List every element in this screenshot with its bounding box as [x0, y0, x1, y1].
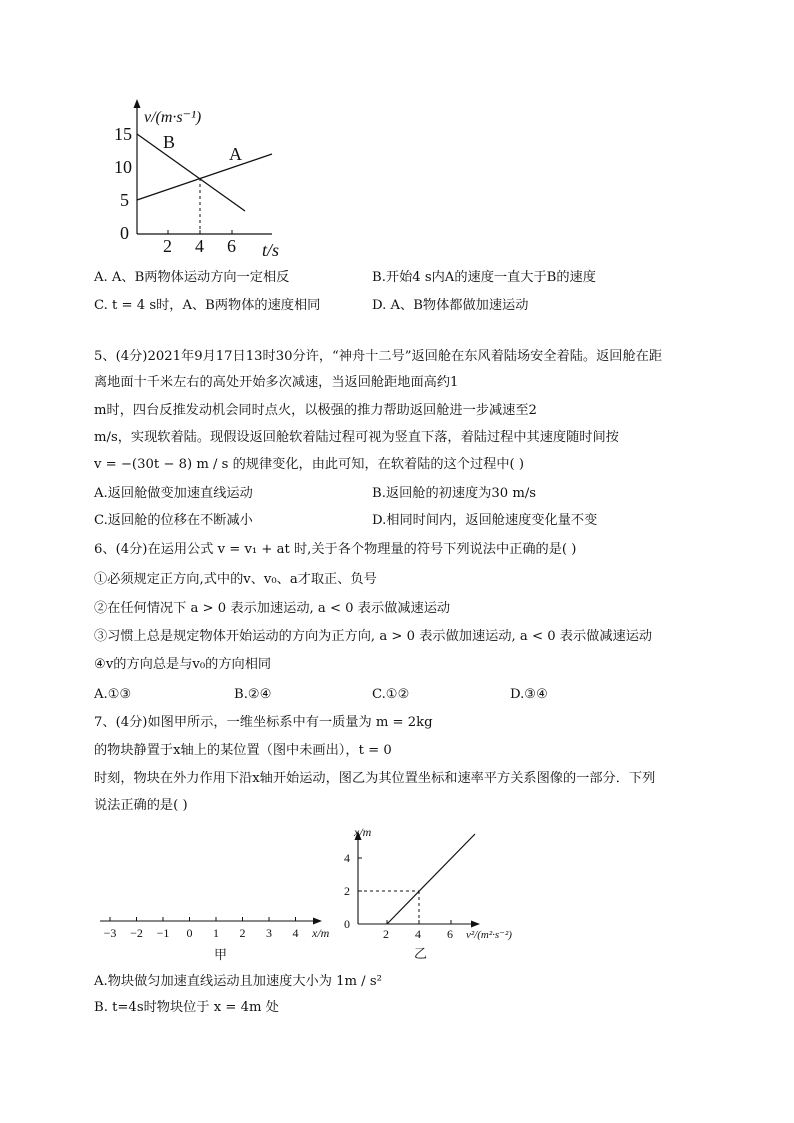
q7-line-4: 说法正确的是( ) — [94, 798, 188, 813]
q7-line-1: 7、(4分)如图甲所示，一维坐标系中有一质量为 m = 2kg — [94, 715, 433, 730]
q5-option-c: C.返回舱的位移在不断减小 — [94, 513, 253, 528]
jia-tick-label: 3 — [266, 926, 272, 940]
jia-tick-label: −1 — [156, 926, 170, 940]
q4-option-c: C. t = 4 s时，A、B两物体的速度相同 — [94, 298, 321, 313]
q6-option-b: B.②④ — [234, 687, 272, 702]
q5-option-a: A.返回舱做变加速直线运动 — [94, 486, 253, 501]
jia-tick-label: 0 — [186, 926, 193, 940]
q7-line-3: 时刻，物块在外力作用下沿x轴开始运动，图乙为其位置坐标和速率平方关系图像的一部分．下列 — [94, 771, 656, 786]
q7-option-b: B. t=4s时物块位于 x = 4m 处 — [94, 1000, 279, 1015]
q5-line-2: 离地面十千米左右的高处开始多次减速，当返回舱距地面高约1 — [94, 375, 459, 390]
jia-tick-label: −2 — [130, 926, 143, 940]
jia-tick-label: 4 — [292, 926, 299, 940]
q4-ytick-15: 15 — [114, 124, 132, 144]
q4-option-d: D. A、B物体都做加速运动 — [372, 298, 529, 313]
q5-line-5: v = −(30t − 8) m / s 的规律变化，由此可知，在软着陆的这个过程中( ) — [94, 457, 525, 472]
jia-tick-label: −3 — [103, 926, 117, 940]
q4-vt-graph — [112, 96, 312, 264]
q6-statement-2: ②在任何情况下 a > 0 表示加速运动, a < 0 表示做减速运动 — [94, 601, 451, 616]
yi-xtick-2: 2 — [383, 927, 389, 941]
q4-line-A — [137, 154, 272, 200]
yi-xtick-4: 4 — [415, 927, 421, 941]
q4-ytick-0: 0 — [120, 223, 129, 243]
jia-xlabel: x/m — [312, 926, 330, 940]
jia-caption: 甲 — [214, 947, 228, 962]
yi-xlabel: v²/(m²·s⁻²) — [466, 929, 512, 941]
q4-ylabel: v/(m·s⁻¹) — [144, 109, 202, 126]
q7-line-2: 的物块静置于x轴上的某位置（图中未画出），t = 0 — [94, 743, 392, 758]
yi-xtick-6: 6 — [447, 927, 453, 941]
q4-option-a: A. A、B两物体运动方向一定相反 — [94, 270, 290, 285]
jia-tick-label: 1 — [213, 926, 219, 940]
yi-ylabel: x/m — [354, 825, 372, 839]
q6-option-a: A.①③ — [94, 687, 132, 702]
q6-statement-3: ③习惯上总是规定物体开始运动的方向为正方向, a > 0 表示做加速运动, a < 0 表示做减速运动 — [94, 629, 653, 644]
q4-xtick-4: 4 — [195, 236, 204, 256]
q4-option-b: B.开始4 s内A的速度一直大于B的速度 — [372, 270, 596, 285]
yi-caption: 乙 — [414, 946, 428, 961]
q4-ytick-5: 5 — [120, 190, 129, 210]
q5-option-b: B.返回舱的初速度为30 m/s — [372, 486, 537, 501]
q4-label-A: A — [229, 144, 242, 164]
q5-option-d: D.相同时间内，返回舱速度变化量不变 — [372, 513, 598, 528]
jia-tick-label: 2 — [239, 926, 246, 940]
q5-line-3: m时，四台反推发动机会同时点火，以极强的推力帮助返回舱进一步减速至2 — [94, 403, 537, 418]
q6-option-c: C.①② — [372, 687, 410, 702]
q5-line-1: 5、(4分)2021年9月17日13时30分许，“神舟十二号”返回舱在东风着陆场安全着陆。返回舱在距 — [94, 349, 663, 364]
yi-ytick-2: 2 — [344, 884, 350, 898]
q6-statement-1: ①必须规定正方向,式中的v、v₀、a才取正、负号 — [94, 572, 377, 587]
q5-line-4: m/s，实现软着陆。现假设返回舱软着陆过程可视为竖直下落，着陆过程中其速度随时间按 — [94, 430, 619, 445]
q7-axis-jia — [96, 905, 346, 967]
q4-label-B: B — [163, 132, 176, 152]
yi-data-line — [387, 834, 475, 924]
q6-statement-4: ④v的方向总是与v₀的方向相同 — [94, 657, 272, 672]
q6-option-d: D.③④ — [510, 687, 548, 702]
yi-origin: 0 — [344, 917, 350, 931]
q7-option-a: A.物块做匀加速直线运动且加速度大小为 1m / s² — [94, 974, 382, 989]
q7-graph-yi — [328, 820, 538, 966]
q4-xtick-2: 2 — [163, 236, 172, 256]
q4-xlabel: t/s — [262, 240, 280, 260]
yi-ytick-4: 4 — [344, 851, 350, 865]
q6-stem: 6、(4分)在运用公式 v = v₁ + at 时,关于各个物理量的符号下列说法中正确的是( ) — [94, 542, 577, 557]
q4-ytick-10: 10 — [114, 157, 132, 177]
q4-xtick-6: 6 — [227, 236, 236, 256]
